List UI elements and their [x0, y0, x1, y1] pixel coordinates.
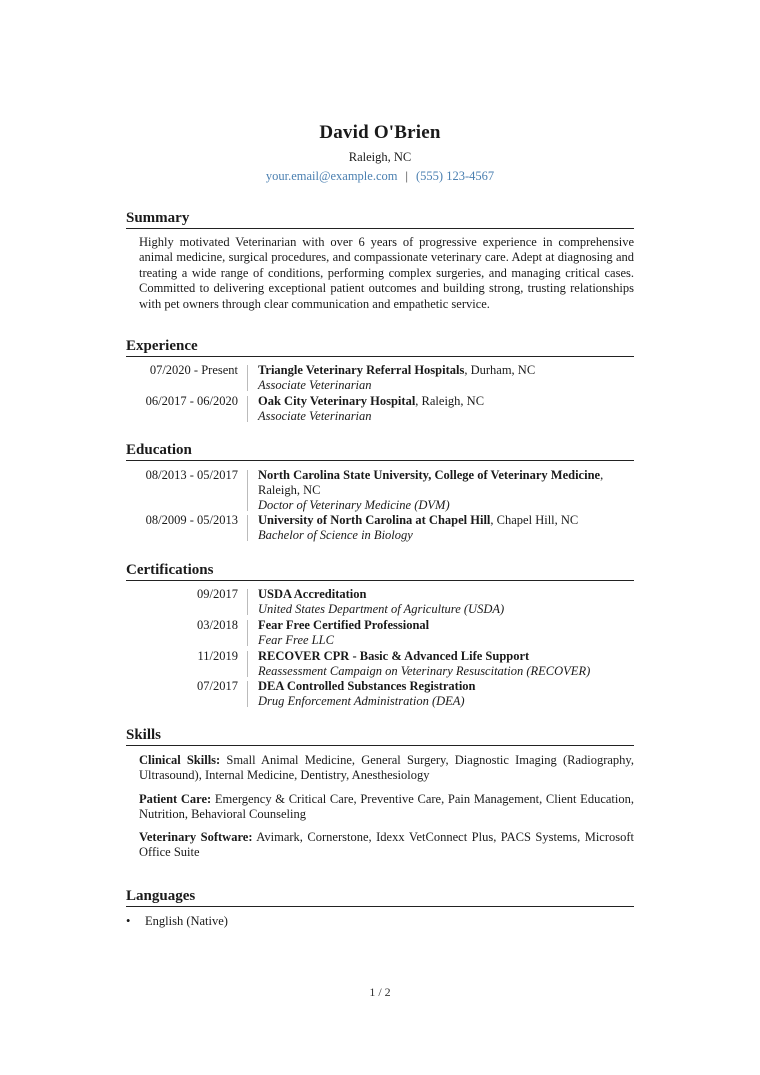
page-indicator: 1 / 2: [369, 985, 391, 999]
employer-name: Oak City Veterinary Hospital: [258, 394, 416, 408]
school-location: , Chapel Hill, NC: [490, 513, 579, 527]
certification-name: RECOVER CPR - Basic & Advanced Life Support: [258, 649, 530, 663]
language-name: English (Native): [145, 914, 228, 928]
certification-name: Fear Free Certified Professional: [258, 618, 430, 632]
job-title: Associate Veterinarian: [258, 378, 372, 392]
contact-separator: |: [405, 169, 408, 183]
employer-name: Triangle Veterinary Referral Hospitals: [258, 363, 465, 377]
entry-body: [258, 649, 634, 679]
skill-group-label: Patient Care:: [139, 792, 212, 806]
timeline-bar: [247, 589, 248, 615]
school-name: North Carolina State University, College of Veterinary Medicine: [258, 468, 601, 482]
entry-body: [258, 468, 634, 513]
employer-location: , Durham, NC: [464, 363, 536, 377]
skill-group-list: Emergency & Critical Care, Preventive Care, Pain Management, Client Education, Nutrition, Behavioral Counseling: [139, 792, 634, 822]
entry-body: [258, 394, 634, 424]
timeline-bar: [247, 515, 248, 541]
candidate-location: Raleigh, NC: [348, 150, 412, 164]
entry-date: 06/2017 - 06/2020: [145, 394, 238, 408]
resume-header: [126, 122, 634, 183]
timeline-bar: [247, 470, 248, 511]
certification-issuer: Reassessment Campaign on Veterinary Resuscitation (RECOVER): [258, 664, 591, 678]
education-heading: Education: [126, 442, 192, 458]
certification-issuer: Drug Enforcement Administration (DEA): [258, 694, 465, 708]
certification-issuer: Fear Free LLC: [258, 633, 334, 647]
skill-group-label: Veterinary Software:: [139, 830, 253, 844]
languages-divider: [126, 906, 634, 907]
contact-line: [126, 169, 634, 183]
summary-divider: [126, 228, 634, 229]
job-title: Associate Veterinarian: [258, 409, 372, 423]
timeline-bar: [247, 365, 248, 391]
certification-name: DEA Controlled Substances Registration: [258, 679, 476, 693]
entry-body: [258, 363, 634, 393]
email-link[interactable]: your.email@example.com: [265, 169, 398, 183]
skill-group-list: Small Animal Medicine, General Surgery, Diagnostic Imaging (Radiography, Ultrasound), Internal Medicine, Dentistry, Anesthesiology: [139, 753, 634, 783]
employer-location: , Raleigh, NC: [415, 394, 485, 408]
experience-heading: Experience: [126, 338, 198, 354]
skills-heading: Skills: [126, 727, 162, 743]
entry-body: [258, 618, 634, 648]
entry-date: 08/2013 - 05/2017: [145, 468, 238, 482]
skill-group: [139, 830, 634, 860]
language-item: [126, 914, 228, 929]
summary-text: Highly motivated Veterinarian with over 6 years of progressive experience in comprehensive animal medicine, surgical procedures, and compassionate veterinary care. Adept at diagnosing and treating a wide range of conditions, performing complex surgeries, and managing critical cases. Committed to delivering exceptional patient outcomes and building strong, trusting relationships with pet owners through clear communication and empathetic service.: [139, 235, 634, 311]
entry-body: [258, 513, 634, 543]
summary-heading: Summary: [126, 210, 190, 226]
skill-group: [139, 792, 634, 822]
certification-issuer: United States Department of Agriculture (USDA): [258, 602, 505, 616]
certifications-heading: Certifications: [126, 562, 214, 578]
timeline-bar: [247, 396, 248, 422]
education-divider: [126, 460, 634, 461]
school-name: University of North Carolina at Chapel Hill: [258, 513, 491, 527]
skill-group-list: Avimark, Cornerstone, Idexx VetConnect Plus, PACS Systems, Microsoft Office Suite: [139, 830, 635, 860]
degree: Doctor of Veterinary Medicine (DVM): [258, 498, 450, 512]
entry-date: 11/2019: [197, 649, 238, 663]
timeline-bar: [247, 620, 248, 646]
entry-date: 08/2009 - 05/2013: [145, 513, 238, 527]
candidate-name: David O'Brien: [319, 122, 441, 143]
entry-date: 07/2020 - Present: [149, 363, 238, 377]
entry-date: 09/2017: [197, 587, 238, 601]
entry-date: 03/2018: [197, 618, 238, 632]
entry-date: 07/2017: [197, 679, 238, 693]
entry-body: [258, 679, 634, 709]
degree: Bachelor of Science in Biology: [258, 528, 413, 542]
skill-group: [139, 753, 634, 783]
timeline-bar: [247, 651, 248, 677]
phone-link[interactable]: (555) 123-4567: [416, 169, 495, 183]
experience-divider: [126, 356, 634, 357]
skills-divider: [126, 745, 634, 746]
school-location: , Raleigh, NC: [258, 468, 604, 497]
languages-heading: Languages: [126, 888, 196, 904]
bullet-marker: •: [126, 914, 131, 928]
timeline-bar: [247, 681, 248, 707]
certification-name: USDA Accreditation: [258, 587, 367, 601]
entry-body: [258, 587, 634, 617]
skill-group-label: Clinical Skills:: [139, 753, 221, 767]
certifications-divider: [126, 580, 634, 581]
